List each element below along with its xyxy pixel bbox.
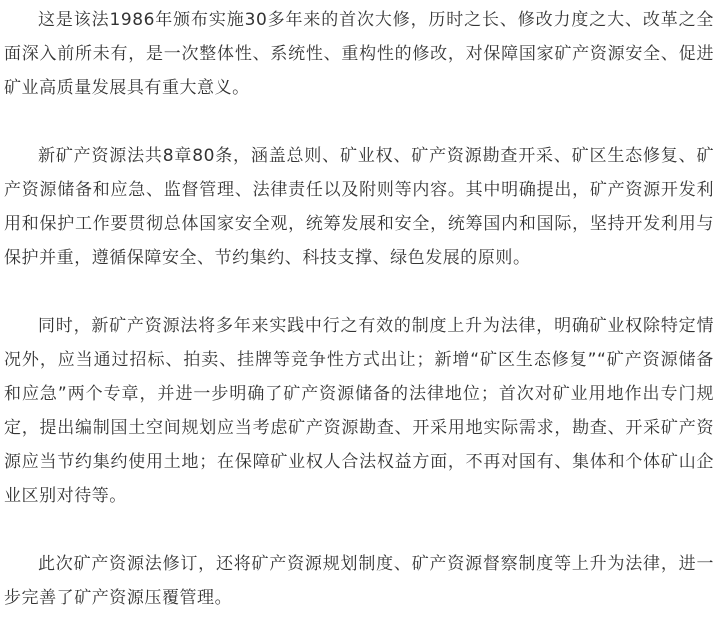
paragraph-new-provisions: 同时，新矿产资源法将多年来实践中行之有效的制度上升为法律，明确矿业权除特定情况外，应当通过招标、拍卖、挂牌等竞争性方式出让；新增“矿区生态修复”“矿产资源储备和应急”两个专章，并进一步明确了矿产资源储备的法律地位；首次对矿业用地作出专门规定，提出编制国土空间规划应当考虑矿产资源勘查、开采用地实际需求，勘查、开采矿产资源应当节约集约使用土地；在保障矿业权人合法权益方面，不再对国有、集体和个体矿山企业区别对待等。	[4, 316, 714, 506]
paragraph-law-structure: 新矿产资源法共8章80条，涵盖总则、矿业权、矿产资源勘查开采、矿区生态修复、矿产资源储备和应急、监督管理、法律责任以及附则等内容。其中明确提出，矿产资源开发利用和保护工作要贯彻总体国家安全观，统筹发展和安全，统筹国内和国际，坚持开发利用与保护并重，遵循保障安全、节约集约、科技支撑、绿色发展的原则。	[4, 146, 714, 268]
paragraph-revision-significance: 这是该法1986年颁布实施30多年来的首次大修，历时之长、修改力度之大、改革之全面深入前所未有，是一次整体性、系统性、重构性的修改，对保障国家矿产资源安全、促进矿业高质量发展具有重大意义。	[4, 10, 714, 98]
paragraph-planning-supervision: 此次矿产资源法修订，还将矿产资源规划制度、矿产资源督察制度等上升为法律，进一步完善了矿产资源压覆管理。	[4, 554, 714, 608]
